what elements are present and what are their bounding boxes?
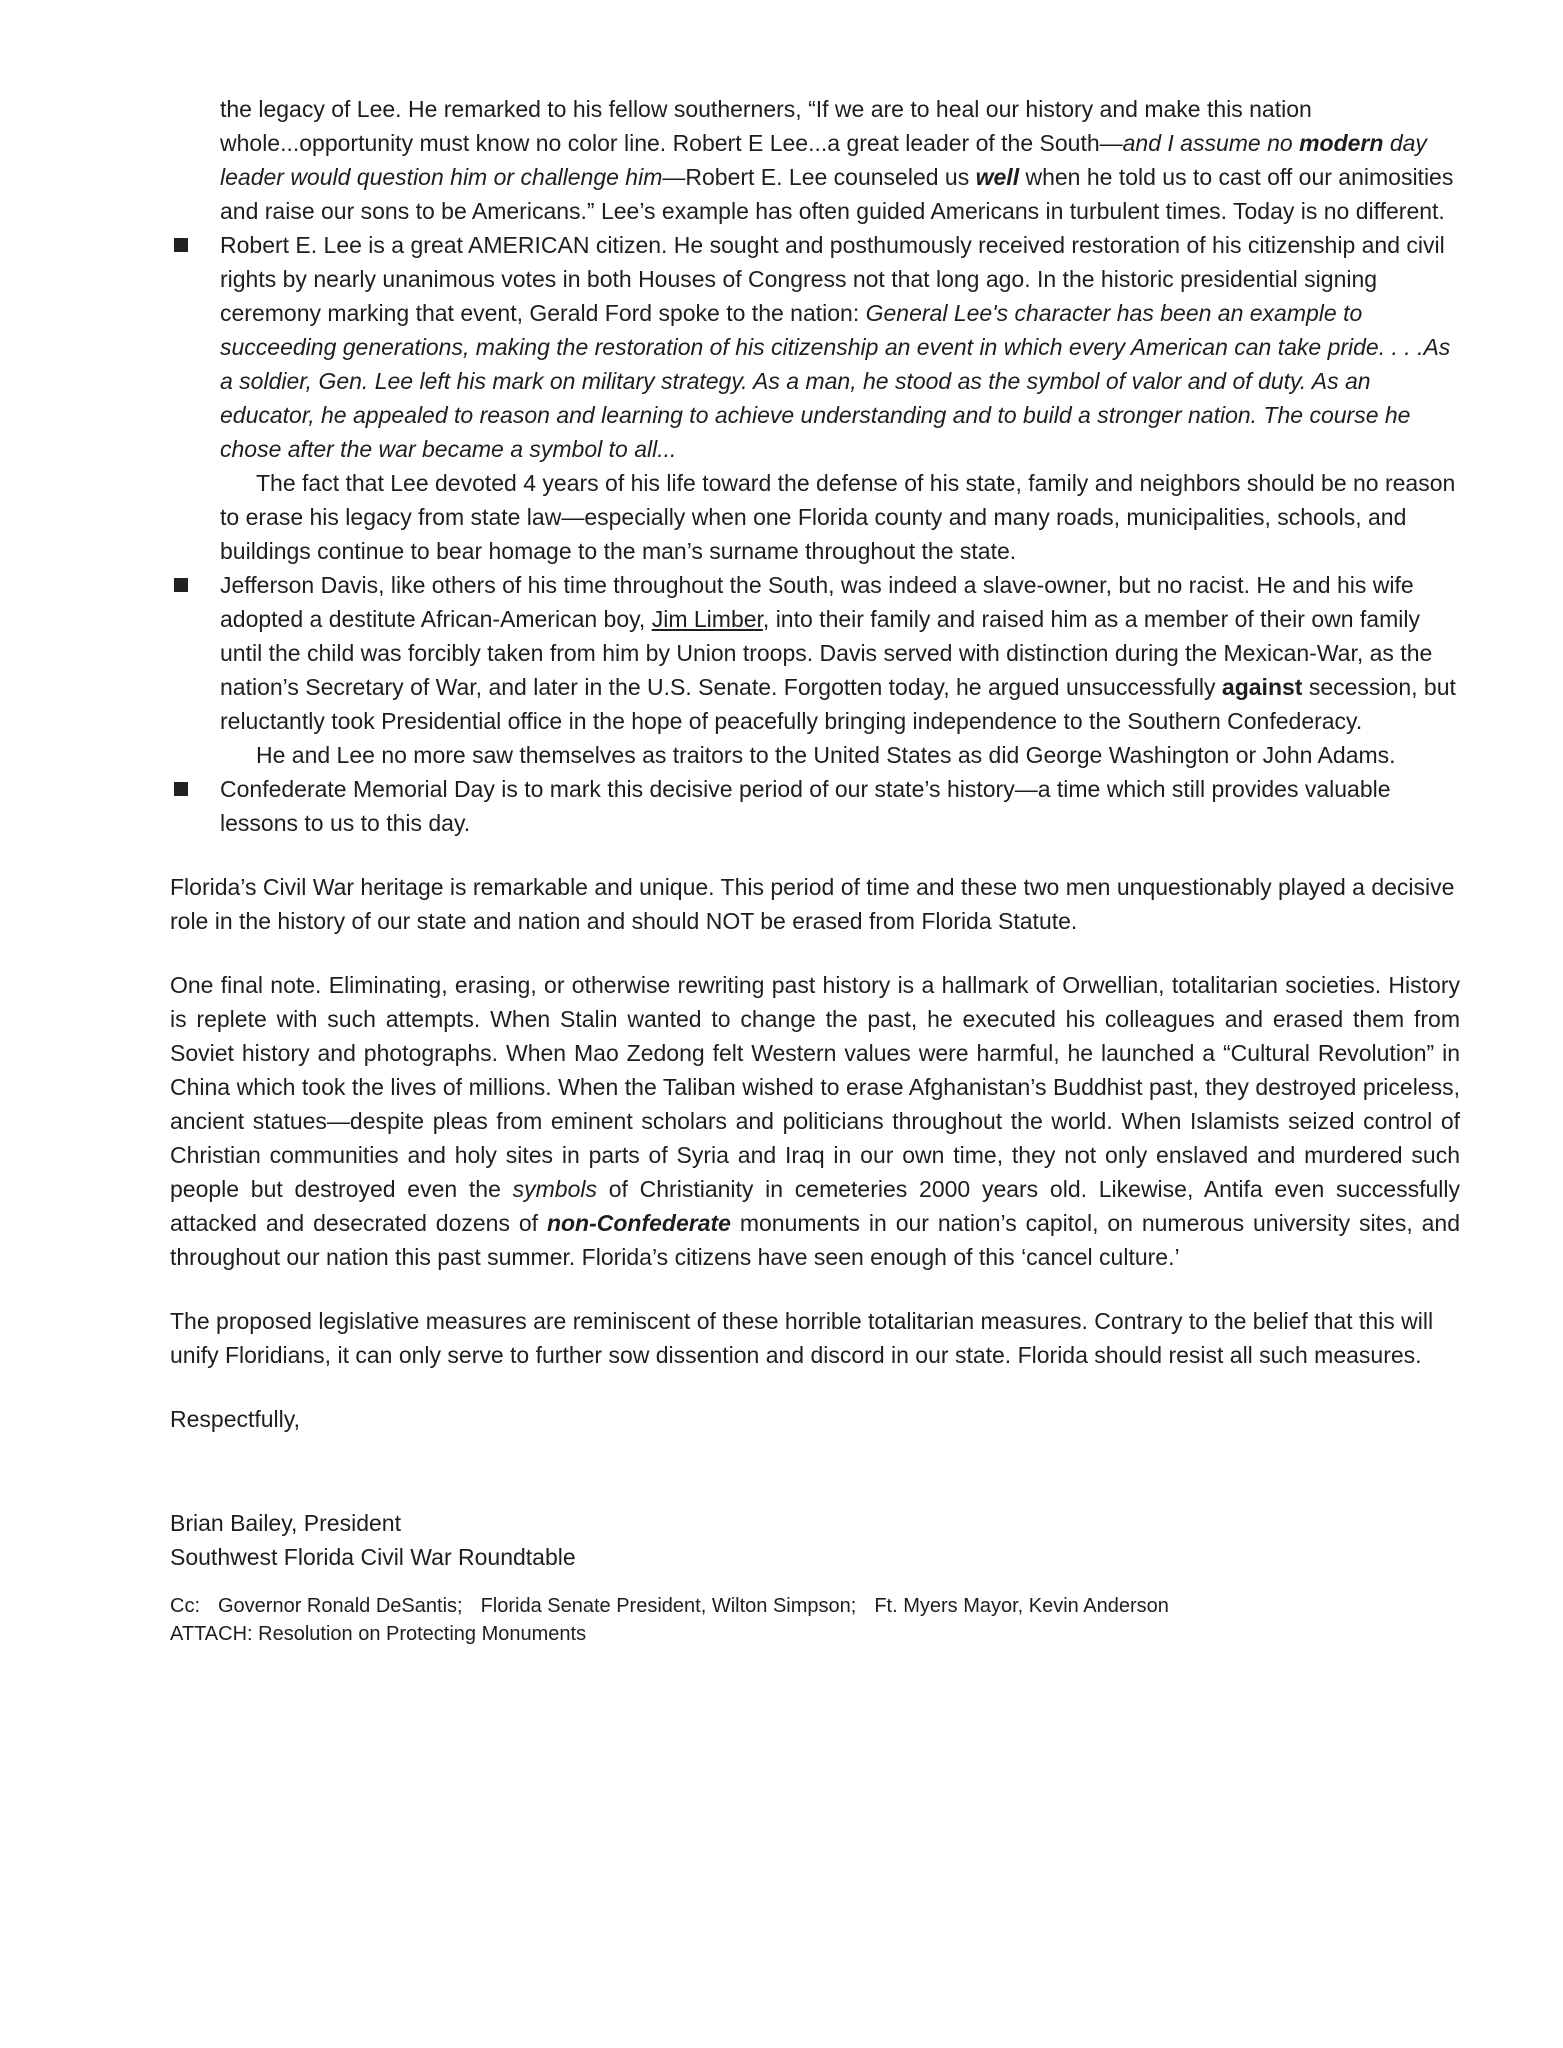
cc-block: [170, 1592, 1460, 1648]
letter-body: [170, 92, 1460, 1648]
text-run: monuments in our nation’s capitol, on numerous university sites, and throughout our nation this past summer. Florida’s citizens have seen enough of this ‘cancel culture.’: [170, 1210, 1460, 1270]
paragraph-final-note: [170, 968, 1460, 1274]
text-run: , into their family and raised him as a member of their own family until the child was forcibly taken from him by Union troops. Davis served with distinction during the Mexican-War, as the nation’s Secretary of War, and later in the U.S. Senate. Forgotten today, he argued unsuccessfully: [220, 606, 1433, 700]
text-run: —Robert E. Lee counseled us: [662, 164, 976, 190]
bullet-lee-citizen: [220, 228, 1460, 466]
cc-recipient: Ft. Myers Mayor, Kevin Anderson: [874, 1595, 1169, 1617]
signer-name: Brian Bailey, President: [170, 1510, 401, 1536]
text-run: modern: [1299, 130, 1384, 156]
ford-quote: General Lee's character has been an example to succeeding generations, making the restoration of his citizenship an event in which every American can take pride. . . .As a soldier, Gen. Lee left his mark on military strategy. As a man, he stood as the symbol of valor and of duty. As an educator, he appealed to reason and learning to achieve understanding and to build a stronger nation. The course he chose after the war became a symbol to all...: [220, 300, 1451, 462]
text-run: against: [1221, 674, 1303, 700]
bullet-memorial-day: Confederate Memorial Day is to mark this decisive period of our state’s history—a time which still provides valuable lessons to us to this day.: [220, 772, 1460, 840]
text-run: One final note. Eliminating, erasing, or otherwise rewriting past history is a hallmark of Orwellian, totalitarian societies. History is replete with such attempts. When Stalin wanted to change the past, he executed his colleagues and erased them from Soviet history and photographs. When Mao Zedong felt Western values were harmful, he launched a “Cultural Revolution” in China which took the lives of millions. When the Taliban wished to erase Afghanistan’s Buddhist past, they destroyed priceless, ancient statues—despite pleas from eminent scholars and politicians throughout the world. When Islamists seized control of Christian communities and holy sites in parts of Syria and Iraq in our own time, they not only enslaved and murdered such people but destroyed even the: [170, 972, 1460, 1202]
text-run: non-Confederate: [546, 1210, 731, 1236]
closing: Respectfully,: [170, 1406, 300, 1432]
paragraph-continued: [220, 92, 1460, 228]
paragraph-heritage: Florida’s Civil War heritage is remarkable and unique. This period of time and these two men unquestionably played a decisive role in the history of our state and nation and should NOT be erased from Florida Statute.: [170, 874, 1455, 934]
text-run: the legacy of Lee. He remarked to his fellow southerners, “If we are to heal our history and make this nation whole...opportunity must know no color line. Robert E Lee...a great leader of the South—: [220, 96, 1312, 156]
paragraph-conclusion: The proposed legislative measures are reminiscent of these horrible totalitarian measures. Contrary to the belief that this will unify Floridians, it can only serve to further sow dissention and discord in our state. Florida should resist all such measures.: [170, 1308, 1434, 1368]
bullet-davis: [220, 568, 1460, 738]
signer-organization: Southwest Florida Civil War Roundtable: [170, 1544, 576, 1570]
text-run: and I assume no: [1122, 130, 1300, 156]
signature-block: [170, 1506, 1460, 1574]
attach-line: ATTACH: Resolution on Protecting Monuments: [170, 1623, 587, 1645]
cc-recipient: Florida Senate President, Wilton Simpson;: [480, 1595, 857, 1617]
bullet-davis-followup: He and Lee no more saw themselves as traitors to the United States as did George Washington or John Adams.: [256, 742, 1396, 768]
bullet-lee-followup: The fact that Lee devoted 4 years of his life toward the defense of his state, family and neighbors should be no reason to erase his legacy from state law—especially when one Florida county and many roads, municipalities, schools, and buildings continue to bear homage to the man’s surname throughout the state.: [220, 470, 1456, 564]
text-run: day leader would question him or challenge him: [220, 130, 1427, 190]
text-run: when he told us to cast off our animosities and raise our sons to be Americans.” Lee’s example has often guided Americans in turbulent times. Today is no different.: [220, 164, 1454, 224]
cc-recipient: Governor Ronald DeSantis;: [218, 1595, 463, 1617]
text-run: symbols: [512, 1176, 597, 1202]
jim-limber-underlined: Jim Limber: [651, 606, 763, 632]
cc-line: [170, 1592, 1460, 1620]
text-run: Robert E. Lee is a great AMERICAN citizen. He sought and posthumously received restoration of his citizenship and civil rights by nearly unanimous votes in both Houses of Congress not that long ago. In the historic presidential signing ceremony marking that event, Gerald Ford spoke to the nation:: [220, 232, 1445, 326]
cc-label: Cc:: [170, 1595, 200, 1617]
text-run: of Christianity in cemeteries 2000 years old. Likewise, Antifa even successfully attacked and desecrated dozens of: [170, 1176, 1460, 1236]
text-run: Jefferson Davis, like others of his time throughout the South, was indeed a slave-owner, but no racist. He and his wife adopted a destitute African-American boy,: [220, 572, 1414, 632]
text-run: secession, but reluctantly took Presidential office in the hope of peacefully bringing independence to the Southern Confederacy.: [220, 674, 1456, 734]
text-run: well: [975, 164, 1020, 190]
